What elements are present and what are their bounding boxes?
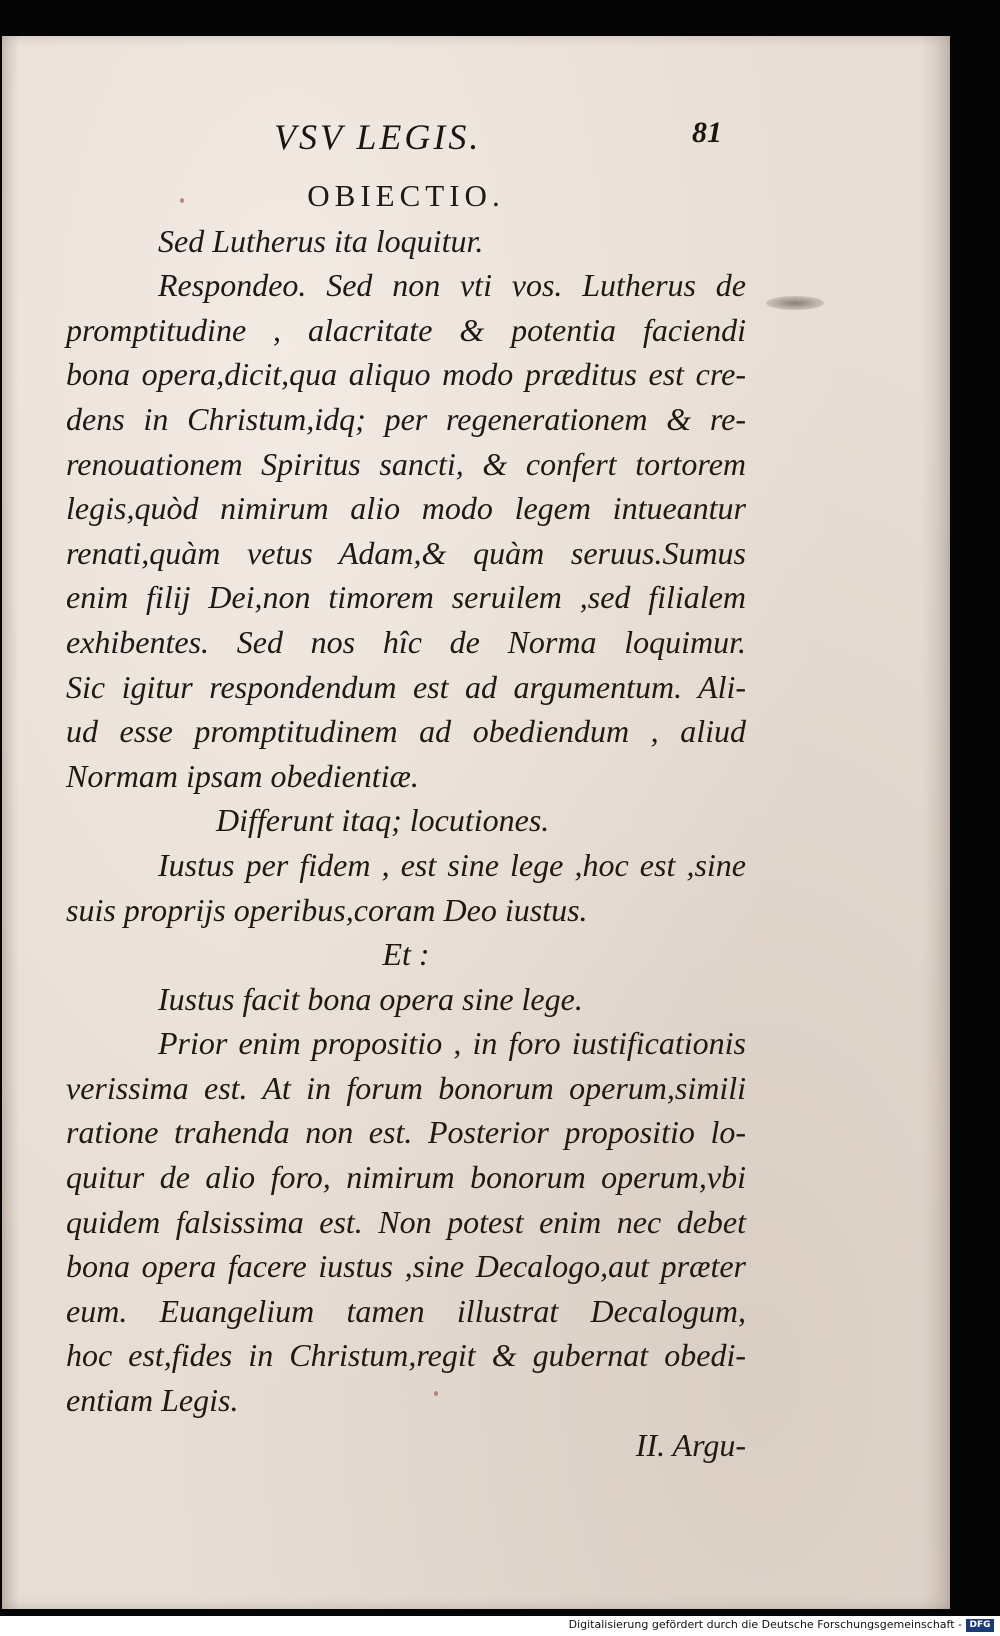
text-line: enim filij Dei,non timorem seruilem ,sed filialem	[66, 579, 746, 616]
text-line: Differunt itaq; locutiones.	[216, 802, 550, 839]
text-line: renouationem Spiritus sancti, & confert tortorem	[66, 445, 746, 482]
text-line: Respondeo. Sed non vti vos. Lutherus de	[158, 267, 746, 304]
text-line: Et :	[382, 936, 430, 973]
text-line: verissima est. At in forum bonorum operum,simili	[66, 1069, 746, 1106]
ink-stain	[766, 296, 824, 310]
text-line: ud esse promptitudinem ad obediendum , aliud	[66, 713, 746, 750]
running-head	[2, 116, 950, 160]
text-line: ratione trahenda non est. Posterior propositio lo-	[66, 1114, 746, 1151]
text-line: exhibentes. Sed nos hîc de Norma loquimur.	[66, 623, 746, 660]
text-line: Prior enim propositio , in foro iustificationis	[158, 1025, 746, 1062]
text-line: promptitudine , alacritate & potentia faciendi	[66, 311, 746, 348]
page-number: 81	[692, 116, 722, 149]
text-line: Normam ipsam obedientiæ.	[66, 757, 419, 794]
book-page	[2, 36, 950, 1609]
catchword: II. Argu-	[635, 1426, 746, 1463]
text-line: renati,quàm vetus Adam,& quàm seruus.Sumus	[66, 534, 746, 571]
text-block	[66, 174, 746, 1467]
dfg-logo-icon: DFG	[966, 1619, 994, 1632]
running-title: VSV LEGIS.	[274, 117, 482, 157]
text-line: dens in Christum,idq; per regenerationem & re-	[66, 400, 746, 437]
text-line: Sed Lutherus ita loquitur.	[158, 222, 484, 259]
text-line: entiam Legis.	[66, 1382, 239, 1419]
footer-credit: Digitalisierung gefördert durch die Deutsche Forschungsgemeinschaft -	[568, 1618, 962, 1631]
footer-bar	[0, 1616, 1000, 1636]
text-line: Iustus facit bona opera sine lege.	[158, 980, 583, 1017]
section-heading: OBIECTIO.	[307, 178, 505, 213]
text-line: bona opera,dicit,qua aliquo modo præditus est cre-	[66, 356, 746, 393]
text-line: hoc est,fides in Christum,regit & gubernat obedi-	[66, 1337, 746, 1374]
text-line: quitur de alio foro, nimirum bonorum operum,vbi	[66, 1159, 746, 1196]
text-line: quidem falsissima est. Non potest enim nec debet	[66, 1203, 746, 1240]
text-line: suis proprijs operibus,coram Deo iustus.	[66, 891, 588, 928]
text-line: bona opera facere iustus ,sine Decalogo,aut præter	[66, 1248, 746, 1285]
text-line: legis,quòd nimirum alio modo legem intueantur	[66, 490, 746, 527]
text-line: eum. Euangelium tamen illustrat Decalogum,	[66, 1292, 746, 1329]
text-line: Sic igitur respondendum est ad argumentum. Ali-	[66, 668, 746, 705]
text-line: Iustus per fidem , est sine lege ,hoc est ,sine	[158, 846, 746, 883]
